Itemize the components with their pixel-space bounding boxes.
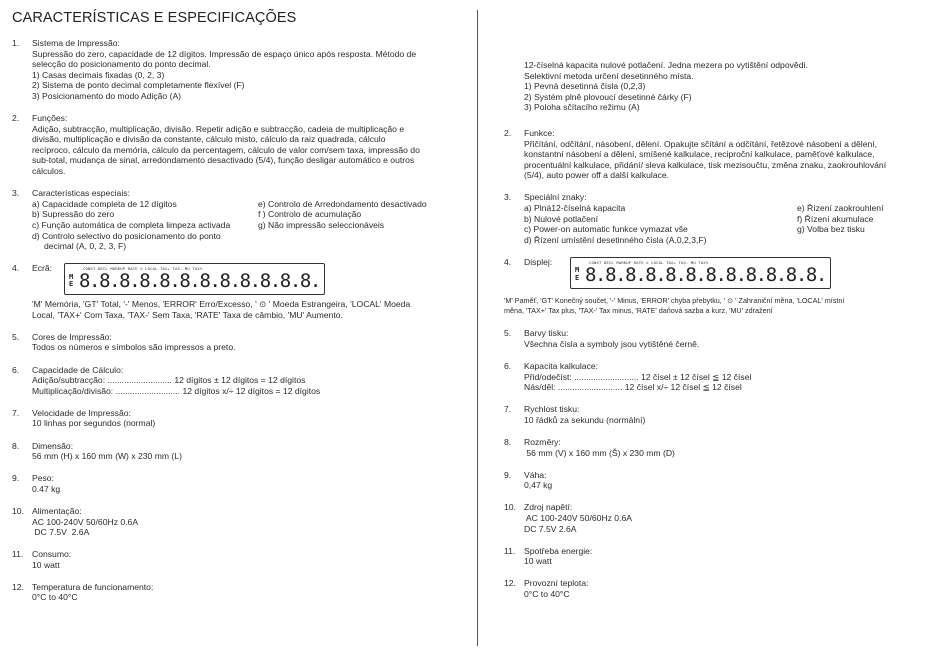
section-number: 3. bbox=[504, 192, 512, 203]
section-functions-cz bbox=[504, 128, 934, 181]
text-line: procentuální kalkulace, přidání/ sleva kalkulace, tisk mezisoučtu, změna znaku, zaokrouhlování bbox=[524, 159, 887, 170]
section-number: 11. bbox=[504, 545, 516, 556]
section-print-colors-cz bbox=[504, 328, 934, 349]
text-line: Selektivní metoda určení desetinného místa. bbox=[524, 70, 694, 81]
section-heading: Provozní teplota: bbox=[524, 578, 589, 589]
feature-item-continued: decimal (A, 0, 2, 3, F) bbox=[44, 241, 127, 252]
display-legend: měna, 'TAX+' Tax plus, 'TAX-' Tax minus, 'RATE' daňová sazba a kurz, 'MU' zdražení bbox=[504, 306, 773, 316]
section-print-speed-cz bbox=[504, 404, 934, 425]
text-line: Přičítání, odčítání, násobení, dělení. Opakujte sčítání a odčítání, řetězové násobení a dělení, bbox=[524, 138, 878, 149]
section-weight bbox=[12, 473, 462, 494]
section-operating-temperature bbox=[12, 582, 462, 603]
lcd-memory-indicator: M bbox=[575, 266, 580, 275]
section-number: 7. bbox=[12, 407, 20, 418]
section-heading: Capacidade de Cálculo: bbox=[32, 364, 124, 375]
section-display-cz bbox=[504, 257, 934, 289]
feature-item: c) Função automática de completa limpeza activada bbox=[32, 219, 231, 230]
section-number: 9. bbox=[504, 469, 512, 480]
text-line: 0°C to 40°C bbox=[32, 592, 78, 603]
section-capacity bbox=[12, 365, 462, 397]
text-line: Todos os números e símbolos são impressos a preto. bbox=[32, 342, 236, 353]
feature-item: c) Power-on automatic funkce vymazat vše bbox=[524, 224, 688, 235]
section-heading: Funkce: bbox=[524, 127, 555, 138]
text-line: 1) Pevná desetinná čísla (0,2,3) bbox=[524, 81, 646, 92]
text-line: Adição, subtracção, multiplicação, divisão. Repetir adição e subtracção, cadeia de multiplicação e bbox=[32, 123, 405, 134]
text-line: 0.47 kg bbox=[32, 483, 61, 494]
section-heading: Zdroj napětí: bbox=[524, 502, 573, 513]
text-line: 2) Systém plně plovoucí desetinné čárky (F) bbox=[524, 91, 692, 102]
section-heading: Consumo: bbox=[32, 549, 72, 560]
text-line: Nás/děl: ........................... 12 čísel x/÷ 12 čísel ≦ 12 čísel bbox=[524, 382, 742, 393]
column-divider bbox=[477, 10, 478, 646]
section-special-features-cz bbox=[504, 192, 934, 245]
feature-item: d) Řízení umístění desetinného čísla (A,0,2,3,F) bbox=[524, 234, 707, 245]
text-line: recíproco, cálculo da memória, cálculo da percentagem, cálculo de valor com/sem taxa, impressão do bbox=[32, 144, 420, 155]
text-line: Supressão do zero, capacidade de 12 dígitos. Impressão de espaço único após resposta. Método de bbox=[32, 48, 417, 59]
lcd-digits: 8.8.8.8.8.8.8.8.8.8.8.8. bbox=[585, 263, 826, 286]
section-heading: Funções: bbox=[32, 113, 68, 124]
text-line: 0,47 kg bbox=[524, 480, 553, 491]
text-line: 12-číselná kapacita nulové potlačení. Jedna mezera po vytištění odpovědi. bbox=[524, 60, 808, 70]
section-heading: Velocidade de Impressão: bbox=[32, 407, 131, 418]
feature-item: g) Volba bez tisku bbox=[797, 224, 865, 235]
section-heading: Kapacita kalkulace: bbox=[524, 361, 599, 372]
feature-item: f ) Controlo de acumulação bbox=[258, 209, 362, 220]
section-heading: Váha: bbox=[524, 469, 547, 480]
section-number: 2. bbox=[504, 127, 512, 138]
section-number: 1. bbox=[12, 38, 20, 48]
feature-item: a) Plná12-číselná kapacita bbox=[524, 203, 626, 214]
text-line: 0°C to 40°C bbox=[524, 589, 570, 599]
section-number: 10. bbox=[504, 502, 516, 513]
lcd-error-indicator: E bbox=[575, 273, 580, 282]
text-line: 3) Poloha sčítacího režimu (A) bbox=[524, 102, 640, 113]
text-line: Přid/odečíst: ........................... 12 čísel ± 12 čísel ≦ 12 čísel bbox=[524, 371, 752, 382]
section-heading: Sistema de Impressão: bbox=[32, 38, 120, 48]
section-number: 6. bbox=[12, 364, 20, 375]
lcd-indicators: CONST DECL MARKUP RATE ⊙ LOCAL TAX+ TAX- MU TAX% bbox=[589, 259, 709, 265]
feature-item: g) Não impressão seleccionáveis bbox=[258, 219, 385, 230]
section-weight-cz bbox=[504, 470, 934, 491]
text-line: Multiplicação/divisão: ........................... 12 dígitos x/÷ 12 dígitos = 12 dígitos bbox=[32, 385, 321, 396]
section-number: 11. bbox=[12, 549, 24, 560]
section-printing-system bbox=[12, 38, 462, 102]
feature-item: d) Controlo selectivo do posicionamento do ponto bbox=[32, 230, 221, 241]
section-heading: Ecrã: bbox=[32, 263, 53, 274]
lcd-display-diagram bbox=[570, 257, 831, 289]
section-power-supply-cz bbox=[504, 502, 934, 534]
feature-item: f) Řízení akumulace bbox=[797, 213, 874, 224]
section-heading: Rychlost tisku: bbox=[524, 404, 580, 415]
section-number: 4. bbox=[12, 263, 20, 274]
section-number: 12. bbox=[12, 581, 24, 592]
lcd-error-indicator: E bbox=[69, 280, 74, 289]
section-heading: Peso: bbox=[32, 473, 54, 484]
feature-item: b) Supressão do zero bbox=[32, 209, 115, 220]
text-line: cálculos. bbox=[32, 166, 66, 177]
text-line: AC 100-240V 50/60Hz 0.6A bbox=[32, 516, 139, 527]
text-line: 3) Posicionamento do modo Adição (A) bbox=[32, 90, 182, 101]
section-heading: Alimentação: bbox=[32, 505, 82, 516]
section-number: 2. bbox=[12, 113, 20, 124]
display-legend: Local, 'TAX+' Com Taxa, 'TAX-' Sem Taxa, 'RATE' Taxa de câmbio, 'MU' Aumento. bbox=[32, 309, 343, 320]
section-heading: Temperatura de funcionamento: bbox=[32, 581, 154, 592]
section-display bbox=[12, 263, 462, 320]
section-heading: Barvy tisku: bbox=[524, 328, 569, 339]
section-heading: Dimensão: bbox=[32, 440, 74, 451]
section-heading: Speciální znaky: bbox=[524, 192, 587, 203]
section-functions bbox=[12, 113, 462, 177]
text-line: AC 100-240V 50/60Hz 0.6A bbox=[524, 513, 632, 524]
lcd-display-diagram bbox=[64, 263, 325, 295]
right-column bbox=[504, 60, 934, 611]
text-line: konstantní násobení a dělení, smíšené kalkulace, reciproční kalkulace, paměťové kalkulace, bbox=[524, 149, 875, 160]
section-dimensions bbox=[12, 441, 462, 462]
section-heading: Displej: bbox=[524, 256, 553, 267]
text-line: Adição/subtracção: ........................... 12 dígitos ± 12 dígitos = 12 dígitos bbox=[32, 375, 306, 386]
text-line: (5/4), auto power off a další kalkulace. bbox=[524, 170, 670, 181]
text-line: DC 7.5V 2.6A bbox=[524, 523, 577, 534]
text-line: selecção do posicionamento do ponto decimal. bbox=[32, 59, 211, 70]
feature-item: a) Capacidade completa de 12 dígitos bbox=[32, 198, 177, 209]
section-dimensions-cz bbox=[504, 437, 934, 458]
left-column bbox=[12, 38, 462, 615]
text-line: Všechna čísla a symboly jsou vytištěné černě. bbox=[524, 339, 700, 349]
text-line: divisão, multiplicação e divisão da constante, cálculo misto, cálculo da raiz quadrada, cálculo bbox=[32, 134, 386, 145]
section-number: 7. bbox=[504, 404, 512, 415]
section-operating-temperature-cz bbox=[504, 578, 934, 599]
section-number: 6. bbox=[504, 361, 512, 372]
lcd-indicators: CONST DECL MARKUP RATE ⊙ LOCAL TAX+ TAX- MU TAX% bbox=[83, 266, 203, 272]
section-printing-system-continued bbox=[504, 60, 934, 113]
section-number: 3. bbox=[12, 188, 20, 199]
section-heading: Características especiais: bbox=[32, 188, 130, 199]
section-heading: Rozměry: bbox=[524, 437, 561, 448]
section-special-features bbox=[12, 188, 462, 252]
text-line: 1) Casas decimais fixadas (0, 2, 3) bbox=[32, 69, 165, 80]
section-number: 5. bbox=[12, 331, 20, 342]
section-consumption bbox=[12, 549, 462, 570]
section-number: 9. bbox=[12, 473, 20, 484]
lcd-memory-indicator: M bbox=[69, 272, 74, 281]
section-number: 8. bbox=[12, 440, 20, 451]
text-line: 10 řádků za sekundu (normální) bbox=[524, 414, 646, 425]
section-heading: Cores de Impressão: bbox=[32, 331, 112, 342]
section-consumption-cz bbox=[504, 546, 934, 567]
text-line: 10 linhas por segundos (normal) bbox=[32, 418, 156, 429]
section-number: 4. bbox=[504, 256, 512, 267]
display-legend: 'M' Memória, 'GT' Total, '-' Menos, 'ERROR' Erro/Excesso, ' ⊙ ' Moeda Estrangeira, 'LOCAL' Moeda bbox=[32, 299, 411, 310]
section-power-supply bbox=[12, 506, 462, 538]
page-title: CARACTERÍSTICAS E ESPECIFICAÇÕES bbox=[12, 10, 297, 26]
text-line: 10 watt bbox=[32, 559, 60, 570]
text-line: 10 watt bbox=[524, 556, 552, 567]
text-line: 2) Sistema de ponto decimal completamente flexível (F) bbox=[32, 80, 245, 91]
lcd-digits: 8.8.8.8.8.8.8.8.8.8.8.8. bbox=[79, 270, 320, 293]
feature-item: e) Controlo de Arredondamento desactivado bbox=[258, 198, 427, 209]
section-number: 8. bbox=[504, 437, 512, 448]
section-print-speed bbox=[12, 408, 462, 429]
text-line: 56 mm (V) x 160 mm (Š) x 230 mm (D) bbox=[524, 447, 675, 458]
feature-item: b) Nulové potlačení bbox=[524, 213, 599, 224]
text-line: 56 mm (H) x 160 mm (W) x 230 mm (L) bbox=[32, 451, 182, 462]
section-heading: Spotřeba energie: bbox=[524, 545, 593, 556]
section-capacity-cz bbox=[504, 361, 934, 393]
feature-item: e) Řízení zaokrouhlení bbox=[797, 203, 884, 214]
section-number: 5. bbox=[504, 328, 512, 339]
section-number: 12. bbox=[504, 578, 516, 589]
section-print-colors bbox=[12, 332, 462, 353]
display-legend: 'M' Paměť, 'GT' Konečný součet, '-' Minus, 'ERROR' chyba přebytku, ' ⊙ ' Zahraniční měna, 'LOCAL' místní bbox=[504, 296, 845, 306]
section-number: 10. bbox=[12, 505, 24, 516]
text-line: sub-total, mudança de sinal, arredondamento desactivado (5/4), função desligar automático e outros bbox=[32, 155, 415, 166]
text-line: DC 7.5V 2.6A bbox=[32, 527, 90, 538]
